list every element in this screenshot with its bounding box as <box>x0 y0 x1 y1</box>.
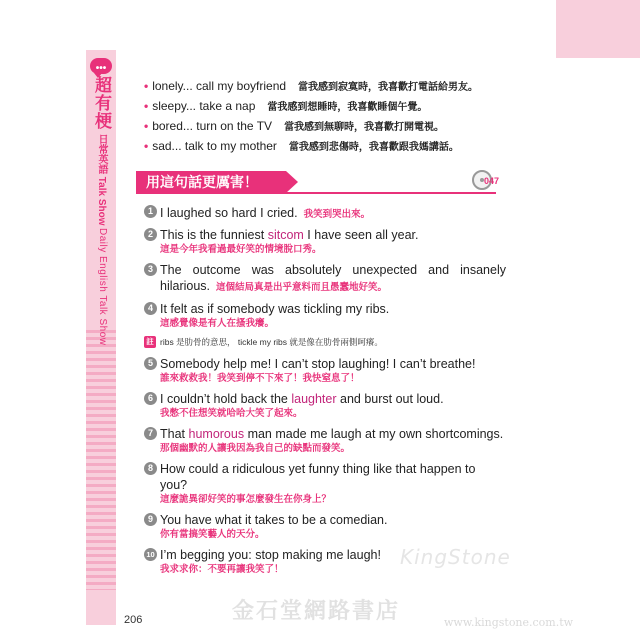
sentence-text: I couldn’t hold back the <box>160 392 292 406</box>
bullet-dot-icon: • <box>144 119 149 133</box>
sentence-item <box>144 301 506 331</box>
bullet-en: sleepy... take a nap <box>152 99 256 113</box>
number-badge: 2 <box>144 228 157 241</box>
number-badge: 1 <box>144 205 157 218</box>
bullet-en: lonely... call my boyfriend <box>152 79 287 93</box>
sentence-en <box>160 262 506 296</box>
sentence-item <box>144 262 506 296</box>
keyword-highlight: sitcom <box>267 228 304 242</box>
watermark-url: www.kingstone.com.tw <box>444 616 574 629</box>
corner-tab <box>556 0 640 58</box>
keyword-highlight: laughter <box>291 392 337 406</box>
top-margin <box>116 0 556 50</box>
sentence-zh: 誰來救救我！我笑到停不下來了！我快窒息了！ <box>160 373 360 384</box>
watermark-english: KingStone <box>400 545 511 569</box>
number-badge: 5 <box>144 357 157 370</box>
sentence-item <box>144 356 506 386</box>
section-title: 用這句話更厲害！ <box>136 171 286 193</box>
sentence-en: How could a ridiculous yet funny thing like that happen to you? <box>160 462 476 492</box>
sentence-zh: 我憋不住想笑就哈哈大笑了起來。 <box>160 408 303 419</box>
bullet-zh: 當我感到悲傷時，我喜歡跟我媽講話。 <box>288 142 459 153</box>
sentence-item <box>144 461 506 507</box>
sidebar-stripes <box>86 330 116 590</box>
sentence-en: I laughed so hard I cried. <box>160 206 298 220</box>
bullet-item <box>144 136 564 156</box>
speech-bubble-icon <box>90 58 112 74</box>
bullet-en: bored... turn on the TV <box>152 119 273 133</box>
sentence-item <box>144 391 506 421</box>
sentence-text: That <box>160 427 189 441</box>
number-badge: 7 <box>144 427 157 440</box>
bullet-dot-icon: • <box>144 99 149 113</box>
sentence-en <box>160 391 506 407</box>
sentence-zh: 我笑到哭出來。 <box>303 209 371 220</box>
bullet-dot-icon: • <box>144 139 149 153</box>
track-number: 047 <box>484 176 500 186</box>
number-badge: 6 <box>144 392 157 405</box>
page-number: 206 <box>124 614 143 626</box>
sentence-text: I have seen all year. <box>303 228 419 242</box>
sentence-en: I’m begging you: stop making me laugh! <box>160 548 381 562</box>
sentence-text: The outcome was absolutely unexpected and insanely hilarious. <box>160 263 506 293</box>
brand-title: 超有梗 <box>92 76 111 130</box>
sentence-zh: 你有當搞笑藝人的天分。 <box>160 529 265 540</box>
brand-english: Daily English Talk Show <box>97 228 108 346</box>
bullet-dot-icon: • <box>144 79 149 93</box>
sentence-text: man made me laugh at my own shortcomings. <box>244 427 504 441</box>
number-badge: 8 <box>144 462 157 475</box>
sentence-item <box>144 227 506 257</box>
sentence-zh: 這感覺像是有人在搔我癢。 <box>160 318 275 329</box>
sentence-zh: 那個幽默的人讓我因為我自己的缺點而發笑。 <box>160 443 351 454</box>
section-divider <box>136 192 496 194</box>
sentence-text: and burst out loud. <box>336 392 444 406</box>
sentence-zh: 這麼詭異卻好笑的事怎麼發生在你身上？ <box>160 494 332 505</box>
sentence-en: Somebody help me! I can’t stop laughing! I can’t breathe! <box>160 357 476 371</box>
sentence-zh: 這個結局真是出乎意料而且愚蠢地好笑。 <box>216 282 388 293</box>
sentence-zh: 我求求你：不要再讓我笑了！ <box>160 564 284 575</box>
note-badge: 註 <box>144 336 156 348</box>
bullet-list <box>144 76 564 156</box>
bullet-zh: 當我感到無聊時，我喜歡打開電視。 <box>284 122 445 133</box>
bubble-dots: ••• <box>95 63 107 74</box>
number-badge: 4 <box>144 302 157 315</box>
sentence-item <box>144 426 506 456</box>
sentence-zh: 這是今年我看過最好笑的情境脫口秀。 <box>160 244 322 255</box>
vocab-note <box>144 336 506 348</box>
sentence-item <box>144 204 506 222</box>
bullet-item <box>144 96 564 116</box>
sentence-en: You have what it takes to be a comedian. <box>160 513 388 527</box>
number-badge: 9 <box>144 513 157 526</box>
brand-subtitle: 日常英語 Talk Show <box>96 134 107 226</box>
watermark-chinese: 金石堂網路書店 <box>232 598 401 624</box>
sentence-en <box>160 227 506 243</box>
number-badge: 10 <box>144 548 157 561</box>
sentence-text: This is the funniest <box>160 228 268 242</box>
bullet-zh: 當我感到寂寞時，我喜歡打電話給男友。 <box>298 82 479 93</box>
keyword-highlight: humorous <box>188 427 245 441</box>
bullet-item <box>144 76 564 96</box>
note-text: ribs 是肋骨的意思， tickle my ribs 就是像在肋骨兩側呵癢。 <box>160 337 383 347</box>
series-logo <box>88 58 114 226</box>
bullet-en: sad... talk to my mother <box>152 139 277 153</box>
sentence-item <box>144 512 506 542</box>
bullet-zh: 當我感到想睡時，我喜歡睡個午覺。 <box>267 102 428 113</box>
sentence-en: It felt as if somebody was tickling my ribs. <box>160 302 390 316</box>
number-badge: 3 <box>144 263 157 276</box>
sentence-list <box>144 204 506 582</box>
bullet-item <box>144 116 564 136</box>
sentence-en <box>160 426 506 442</box>
